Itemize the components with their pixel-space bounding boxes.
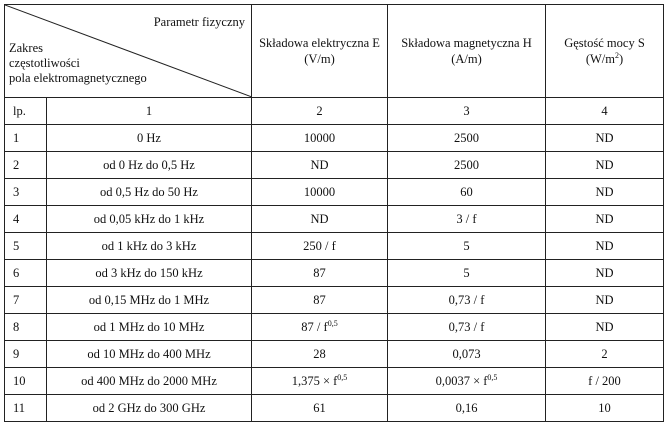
- index-cell: 3: [388, 98, 546, 125]
- cell-value: ND: [595, 184, 614, 199]
- electric-value-cell: [252, 341, 388, 368]
- exponent: 0,5: [337, 372, 348, 382]
- electric-value-cell: [252, 260, 388, 287]
- electric-value-cell: [252, 125, 388, 152]
- electric-value-cell: [252, 179, 388, 206]
- unit-prefix: (W/m: [585, 52, 615, 66]
- row-number-cell: [5, 368, 47, 395]
- electric-value-cell: [252, 287, 388, 314]
- cell-value: 2: [601, 346, 608, 361]
- cell-value: 0 Hz: [137, 130, 161, 145]
- cell-value: 10: [13, 373, 26, 388]
- power-density-cell: [546, 233, 664, 260]
- cell-value: 10000: [303, 184, 336, 199]
- column-header-name: Gęstość mocy S: [564, 36, 645, 50]
- cell-value: 0,073: [452, 346, 481, 361]
- table-row: [5, 395, 664, 422]
- exponent: 0,5: [487, 372, 498, 382]
- frequency-range-cell: [47, 287, 252, 314]
- cell-value: 0,73 / f: [448, 319, 485, 334]
- cell-value: 28: [313, 346, 326, 361]
- diagonal-header-cell: [5, 5, 252, 98]
- table-row: [5, 287, 664, 314]
- column-header-unit: [549, 51, 660, 67]
- table-row: [5, 125, 664, 152]
- row-number-cell: [5, 260, 47, 287]
- electric-value-cell: [252, 314, 388, 341]
- index-cell: 4: [546, 98, 664, 125]
- power-density-cell: [546, 287, 664, 314]
- frequency-range-cell: [47, 314, 252, 341]
- cell-value: 0,73 / f: [448, 292, 485, 307]
- cell-value: 61: [313, 400, 326, 415]
- column-header-power-density: [546, 5, 664, 98]
- unit-superscript: 2: [615, 51, 619, 60]
- cell-value: ND: [310, 157, 329, 172]
- cell-value: 5: [463, 238, 470, 253]
- cell-value: od 0,05 kHz do 1 kHz: [93, 211, 205, 226]
- cell-value: 6: [13, 265, 20, 280]
- frequency-range-cell: [47, 152, 252, 179]
- table-row: [5, 368, 664, 395]
- header-row: [5, 5, 664, 98]
- cell-value: 0,16: [455, 400, 478, 415]
- cell-value: od 0 Hz do 0,5 Hz: [103, 157, 195, 172]
- row-number-cell: [5, 395, 47, 422]
- magnetic-value-cell: [388, 152, 546, 179]
- row-number-cell: [5, 152, 47, 179]
- cell-value: 1,375 × f: [291, 373, 338, 388]
- magnetic-value-cell: [388, 287, 546, 314]
- cell-value: ND: [310, 211, 329, 226]
- index-row: [5, 98, 664, 125]
- index-cell: lp.: [5, 98, 47, 125]
- table-row: [5, 152, 664, 179]
- table-row: [5, 314, 664, 341]
- table-row: [5, 206, 664, 233]
- cell-value: 3 / f: [456, 211, 477, 226]
- power-density-cell: [546, 395, 664, 422]
- limits-table-wrapper: [4, 4, 664, 422]
- row-number-cell: [5, 314, 47, 341]
- frequency-range-label: [9, 41, 147, 86]
- frequency-range-cell: [47, 125, 252, 152]
- column-header-unit: (A/m): [451, 52, 482, 66]
- cell-value: od 1 kHz do 3 kHz: [101, 238, 197, 253]
- magnetic-value-cell: [388, 314, 546, 341]
- row-number-cell: [5, 125, 47, 152]
- magnetic-value-cell: [388, 260, 546, 287]
- power-density-cell: [546, 179, 664, 206]
- cell-value: od 1 MHz do 10 MHz: [93, 319, 205, 334]
- frequency-range-cell: [47, 368, 252, 395]
- cell-value: 10: [598, 400, 611, 415]
- cell-value: 2500: [454, 130, 479, 145]
- magnetic-value-cell: [388, 233, 546, 260]
- limits-table: [4, 4, 664, 422]
- cell-value: od 10 MHz do 400 MHz: [87, 346, 211, 361]
- cell-value: 5: [463, 265, 470, 280]
- cell-value: 8: [13, 319, 20, 334]
- magnetic-value-cell: [388, 125, 546, 152]
- cell-value: od 3 kHz do 150 kHz: [95, 265, 203, 280]
- electric-value-cell: [252, 368, 388, 395]
- frequency-range-cell: [47, 233, 252, 260]
- row-number-cell: [5, 179, 47, 206]
- cell-value: 2500: [454, 157, 479, 172]
- cell-value: od 0,5 Hz do 50 Hz: [100, 184, 198, 199]
- cell-value: 11: [13, 400, 26, 415]
- frequency-range-cell: [47, 341, 252, 368]
- table-row: [5, 341, 664, 368]
- cell-value: 87: [313, 292, 326, 307]
- cell-value: 7: [13, 292, 20, 307]
- cell-value: 250 / f: [303, 238, 336, 253]
- table-row: [5, 260, 664, 287]
- cell-value: 1: [13, 130, 20, 145]
- frequency-range-cell: [47, 395, 252, 422]
- cell-value: 87: [313, 265, 326, 280]
- magnetic-value-cell: [388, 341, 546, 368]
- frequency-range-label-line: Zakres: [9, 41, 44, 55]
- cell-value: 87 / f: [301, 319, 328, 334]
- frequency-range-label-line: pola elektromagnetycznego: [9, 71, 147, 85]
- power-density-cell: [546, 152, 664, 179]
- cell-value: 10000: [303, 130, 336, 145]
- cell-value: 0,0037 × f: [435, 373, 488, 388]
- column-header-name: Składowa magnetyczna H: [401, 36, 532, 50]
- cell-value: od 2 GHz do 300 GHz: [92, 400, 206, 415]
- cell-value: 9: [13, 346, 20, 361]
- column-header-magnetic: [388, 5, 546, 98]
- cell-value: ND: [595, 265, 614, 280]
- index-cell: 1: [47, 98, 252, 125]
- cell-value: ND: [595, 130, 614, 145]
- power-density-cell: [546, 125, 664, 152]
- magnetic-value-cell: [388, 368, 546, 395]
- exponent: 0,5: [327, 318, 338, 328]
- unit-suffix: ): [619, 52, 624, 66]
- power-density-cell: [546, 206, 664, 233]
- frequency-range-cell: [47, 206, 252, 233]
- row-number-cell: [5, 206, 47, 233]
- cell-value: ND: [595, 319, 614, 334]
- cell-value: ND: [595, 157, 614, 172]
- cell-value: 60: [460, 184, 473, 199]
- cell-value: 2: [13, 157, 20, 172]
- cell-value: od 0,15 MHz do 1 MHz: [88, 292, 210, 307]
- frequency-range-cell: [47, 260, 252, 287]
- electric-value-cell: [252, 152, 388, 179]
- electric-value-cell: [252, 233, 388, 260]
- row-number-cell: [5, 287, 47, 314]
- power-density-cell: [546, 314, 664, 341]
- column-header-name: Składowa elektryczna E: [259, 36, 380, 50]
- frequency-range-label-line: częstotliwości: [9, 56, 80, 70]
- cell-value: ND: [595, 238, 614, 253]
- cell-value: f / 200: [588, 373, 621, 388]
- magnetic-value-cell: [388, 179, 546, 206]
- table-row: [5, 233, 664, 260]
- parameter-label: Parametr fizyczny: [153, 15, 245, 29]
- magnetic-value-cell: [388, 206, 546, 233]
- column-header-electric: [252, 5, 388, 98]
- row-number-cell: [5, 233, 47, 260]
- index-cell: 2: [252, 98, 388, 125]
- row-number-cell: [5, 341, 47, 368]
- frequency-range-cell: [47, 179, 252, 206]
- table-row: [5, 179, 664, 206]
- cell-value: ND: [595, 292, 614, 307]
- power-density-cell: [546, 260, 664, 287]
- power-density-cell: [546, 368, 664, 395]
- cell-value: ND: [595, 211, 614, 226]
- electric-value-cell: [252, 206, 388, 233]
- power-density-cell: [546, 341, 664, 368]
- cell-value: 3: [13, 184, 20, 199]
- cell-value: 4: [13, 211, 20, 226]
- cell-value: od 400 MHz do 2000 MHz: [81, 373, 217, 388]
- electric-value-cell: [252, 395, 388, 422]
- column-header-unit: (V/m): [304, 52, 335, 66]
- magnetic-value-cell: [388, 395, 546, 422]
- table-body: [5, 125, 664, 422]
- cell-value: 5: [13, 238, 20, 253]
